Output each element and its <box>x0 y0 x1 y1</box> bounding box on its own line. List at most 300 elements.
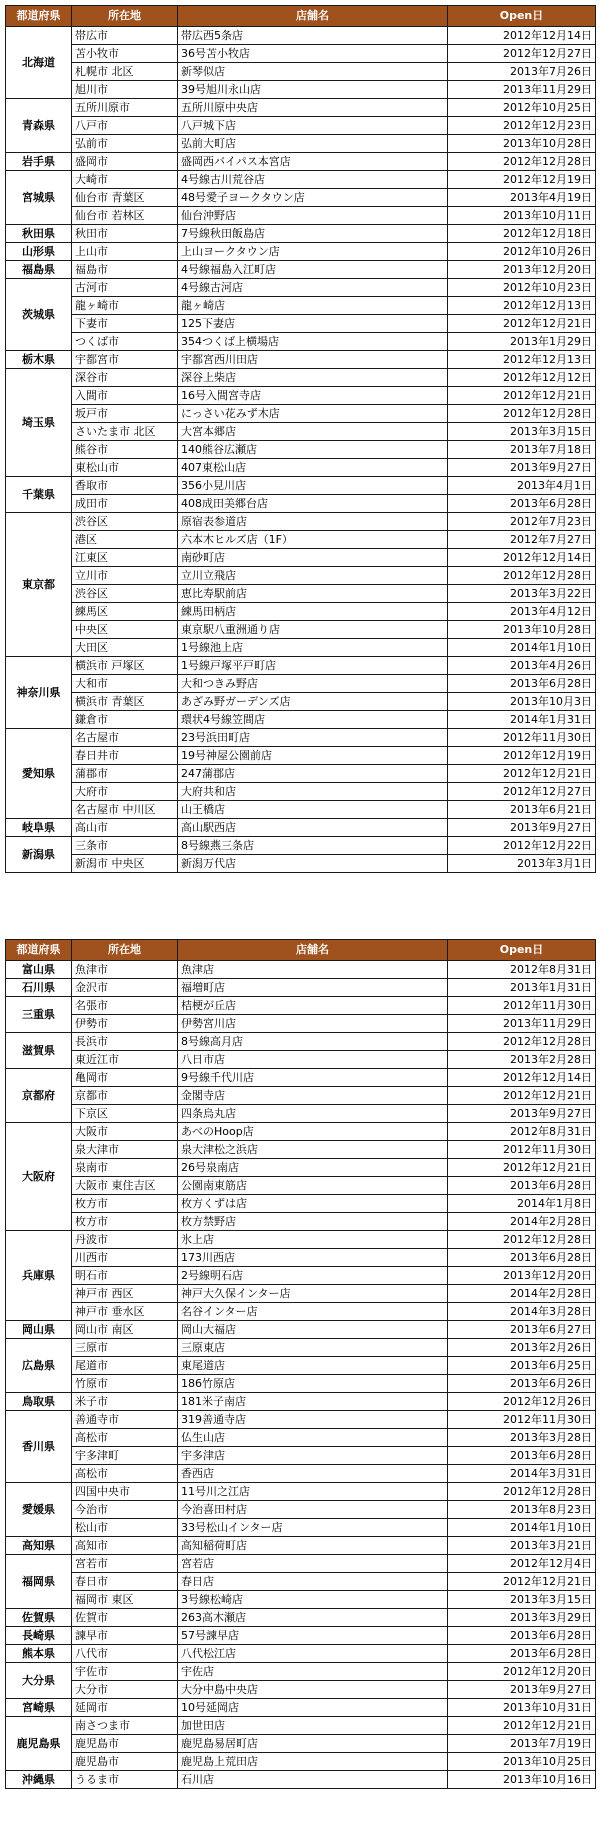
prefecture-cell: 山形県 <box>6 243 72 261</box>
table-row <box>6 189 596 207</box>
open-date-cell: 2013年10月25日 <box>448 1753 596 1771</box>
open-date-cell: 2013年6月27日 <box>448 1321 596 1339</box>
location-cell: 大田区 <box>72 639 178 657</box>
store-name-cell: 枚方くずは店 <box>178 1195 448 1213</box>
open-date-cell: 2013年4月1日 <box>448 477 596 495</box>
open-date-cell: 2012年12月14日 <box>448 1069 596 1087</box>
store-name-cell: 宇多津店 <box>178 1447 448 1465</box>
location-cell: 三条市 <box>72 837 178 855</box>
prefecture-cell: 広島県 <box>6 1339 72 1393</box>
table-row <box>6 441 596 459</box>
open-date-cell: 2013年11月29日 <box>448 81 596 99</box>
location-cell: 今治市 <box>72 1501 178 1519</box>
table-row <box>6 279 596 297</box>
header-store-name: 店舗名 <box>178 940 448 961</box>
prefecture-cell: 東京都 <box>6 513 72 657</box>
table-body-1 <box>6 27 596 873</box>
location-cell: 大阪市 <box>72 1123 178 1141</box>
prefecture-cell: 埼玉県 <box>6 369 72 477</box>
table-row <box>6 1177 596 1195</box>
table-row <box>6 1555 596 1573</box>
location-cell: 宮若市 <box>72 1555 178 1573</box>
open-date-cell: 2013年9月27日 <box>448 1681 596 1699</box>
store-name-cell: 八日市店 <box>178 1051 448 1069</box>
location-cell: 古河市 <box>72 279 178 297</box>
store-name-cell: 23号浜田町店 <box>178 729 448 747</box>
store-name-cell: 247蒲郡店 <box>178 765 448 783</box>
location-cell: 仙台市 青葉区 <box>72 189 178 207</box>
table-row <box>6 657 596 675</box>
table-row <box>6 261 596 279</box>
table-row <box>6 549 596 567</box>
prefecture-cell: 宮城県 <box>6 171 72 225</box>
open-date-cell: 2013年6月28日 <box>448 1645 596 1663</box>
table-row <box>6 1141 596 1159</box>
open-date-cell: 2013年10月11日 <box>448 207 596 225</box>
table-row <box>6 1393 596 1411</box>
open-date-cell: 2014年1月10日 <box>448 639 596 657</box>
prefecture-cell: 鹿児島県 <box>6 1717 72 1771</box>
table-row <box>6 711 596 729</box>
location-cell: 南さつま市 <box>72 1717 178 1735</box>
prefecture-cell: 沖縄県 <box>6 1771 72 1789</box>
location-cell: 竹原市 <box>72 1375 178 1393</box>
table-row <box>6 1429 596 1447</box>
prefecture-cell: 高知県 <box>6 1537 72 1555</box>
location-cell: 坂戸市 <box>72 405 178 423</box>
table-row <box>6 63 596 81</box>
store-name-cell: 金閣寺店 <box>178 1087 448 1105</box>
table-row <box>6 1303 596 1321</box>
table-row <box>6 1573 596 1591</box>
store-name-cell: 石川店 <box>178 1771 448 1789</box>
open-date-cell: 2012年12月20日 <box>448 1663 596 1681</box>
prefecture-cell: 香川県 <box>6 1411 72 1483</box>
prefecture-cell: 岐阜県 <box>6 819 72 837</box>
table-row <box>6 729 596 747</box>
store-name-cell: 186竹原店 <box>178 1375 448 1393</box>
prefecture-cell: 茨城県 <box>6 279 72 351</box>
prefecture-cell: 長崎県 <box>6 1627 72 1645</box>
location-cell: 名古屋市 中川区 <box>72 801 178 819</box>
table-row <box>6 1681 596 1699</box>
location-cell: 大府市 <box>72 783 178 801</box>
store-name-cell: 今治喜田村店 <box>178 1501 448 1519</box>
open-date-cell: 2013年7月26日 <box>448 63 596 81</box>
location-cell: 横浜市 戸塚区 <box>72 657 178 675</box>
store-name-cell: 宇佐店 <box>178 1663 448 1681</box>
table-row <box>6 979 596 997</box>
location-cell: 八代市 <box>72 1645 178 1663</box>
open-date-cell: 2012年12月13日 <box>448 297 596 315</box>
location-cell: 熊谷市 <box>72 441 178 459</box>
location-cell: 大和市 <box>72 675 178 693</box>
table-row <box>6 1339 596 1357</box>
location-cell: 泉南市 <box>72 1159 178 1177</box>
store-name-cell: 四条烏丸店 <box>178 1105 448 1123</box>
store-name-cell: 181米子南店 <box>178 1393 448 1411</box>
table-row <box>6 1627 596 1645</box>
header-open-date: Open日 <box>448 6 596 27</box>
open-date-cell: 2014年2月28日 <box>448 1285 596 1303</box>
table-row <box>6 1699 596 1717</box>
open-date-cell: 2013年10月28日 <box>448 621 596 639</box>
open-date-cell: 2013年6月28日 <box>448 495 596 513</box>
table-row <box>6 603 596 621</box>
table-row <box>6 1123 596 1141</box>
open-date-cell: 2012年11月30日 <box>448 729 596 747</box>
open-date-cell: 2013年6月21日 <box>448 801 596 819</box>
store-name-cell: 仏生山店 <box>178 1429 448 1447</box>
store-name-cell: 354つくば上横場店 <box>178 333 448 351</box>
table-row <box>6 801 596 819</box>
prefecture-cell: 滋賀県 <box>6 1033 72 1069</box>
location-cell: 弘前市 <box>72 135 178 153</box>
table-row <box>6 1285 596 1303</box>
store-name-cell: 高知稲荷町店 <box>178 1537 448 1555</box>
table-row <box>6 387 596 405</box>
location-cell: 四国中央市 <box>72 1483 178 1501</box>
open-date-cell: 2013年10月3日 <box>448 693 596 711</box>
table-row <box>6 1735 596 1753</box>
location-cell: つくば市 <box>72 333 178 351</box>
location-cell: 鹿児島市 <box>72 1735 178 1753</box>
open-date-cell: 2012年12月27日 <box>448 45 596 63</box>
table-row <box>6 315 596 333</box>
store-name-cell: 407東松山店 <box>178 459 448 477</box>
location-cell: 大阪市 東住吉区 <box>72 1177 178 1195</box>
location-cell: 魚津市 <box>72 961 178 979</box>
location-cell: 大分市 <box>72 1681 178 1699</box>
location-cell: 伊勢市 <box>72 1015 178 1033</box>
table-row <box>6 45 596 63</box>
location-cell: 枚方市 <box>72 1213 178 1231</box>
location-cell: 渋谷区 <box>72 513 178 531</box>
location-cell: 新潟市 中央区 <box>72 855 178 873</box>
table-row <box>6 1645 596 1663</box>
location-cell: 尾道市 <box>72 1357 178 1375</box>
store-name-cell: 大府共和店 <box>178 783 448 801</box>
open-date-cell: 2012年12月23日 <box>448 117 596 135</box>
store-name-cell: 408成田美郷台店 <box>178 495 448 513</box>
location-cell: 深谷市 <box>72 369 178 387</box>
store-name-cell: 新琴似店 <box>178 63 448 81</box>
open-date-cell: 2012年12月28日 <box>448 1483 596 1501</box>
open-date-cell: 2013年3月21日 <box>448 1537 596 1555</box>
open-date-cell: 2013年3月15日 <box>448 1591 596 1609</box>
table-row <box>6 1033 596 1051</box>
prefecture-cell: 青森県 <box>6 99 72 153</box>
location-cell: 名古屋市 <box>72 729 178 747</box>
open-date-cell: 2012年12月26日 <box>448 1393 596 1411</box>
table-row <box>6 1375 596 1393</box>
open-date-cell: 2013年10月28日 <box>448 135 596 153</box>
table-row <box>6 531 596 549</box>
location-cell: 三原市 <box>72 1339 178 1357</box>
location-cell: 岡山市 南区 <box>72 1321 178 1339</box>
location-cell: うるま市 <box>72 1771 178 1789</box>
store-name-cell: 9号線千代川店 <box>178 1069 448 1087</box>
location-cell: 泉大津市 <box>72 1141 178 1159</box>
prefecture-cell: 愛知県 <box>6 729 72 819</box>
location-cell: 枚方市 <box>72 1195 178 1213</box>
open-date-cell: 2013年6月28日 <box>448 675 596 693</box>
store-name-cell: 26号泉南店 <box>178 1159 448 1177</box>
prefecture-cell: 熊本県 <box>6 1645 72 1663</box>
location-cell: 香取市 <box>72 477 178 495</box>
table-row <box>6 621 596 639</box>
open-date-cell: 2012年12月27日 <box>448 783 596 801</box>
store-name-cell: 仙台沖野店 <box>178 207 448 225</box>
store-table-2 <box>5 939 596 1789</box>
open-date-cell: 2012年12月21日 <box>448 387 596 405</box>
open-date-cell: 2012年12月28日 <box>448 1231 596 1249</box>
store-name-cell: 319善通寺店 <box>178 1411 448 1429</box>
location-cell: 神戸市 西区 <box>72 1285 178 1303</box>
store-name-cell: 龍ヶ崎店 <box>178 297 448 315</box>
store-name-cell: 神戸大久保インター店 <box>178 1285 448 1303</box>
open-date-cell: 2013年1月29日 <box>448 333 596 351</box>
table-row <box>6 1591 596 1609</box>
store-name-cell: 南砂町店 <box>178 549 448 567</box>
store-name-cell: 魚津店 <box>178 961 448 979</box>
header-location: 所在地 <box>72 940 178 961</box>
open-date-cell: 2012年12月28日 <box>448 567 596 585</box>
store-name-cell: 氷上店 <box>178 1231 448 1249</box>
store-name-cell: 山王橋店 <box>178 801 448 819</box>
store-name-cell: 名谷インター店 <box>178 1303 448 1321</box>
table-row <box>6 1609 596 1627</box>
table-row <box>6 495 596 513</box>
store-name-cell: 263高木瀬店 <box>178 1609 448 1627</box>
location-cell: 横浜市 青葉区 <box>72 693 178 711</box>
store-name-cell: 11号川之江店 <box>178 1483 448 1501</box>
open-date-cell: 2012年10月26日 <box>448 243 596 261</box>
open-date-cell: 2013年11月29日 <box>448 1015 596 1033</box>
table-row <box>6 225 596 243</box>
prefecture-cell: 新潟県 <box>6 837 72 873</box>
open-date-cell: 2013年8月23日 <box>448 1501 596 1519</box>
store-name-cell: 大宮本郷店 <box>178 423 448 441</box>
table-row <box>6 1159 596 1177</box>
prefecture-cell: 千葉県 <box>6 477 72 513</box>
store-name-cell: 春日店 <box>178 1573 448 1591</box>
store-name-cell: 東尾道店 <box>178 1357 448 1375</box>
table-row <box>6 997 596 1015</box>
store-name-cell: 三原東店 <box>178 1339 448 1357</box>
store-name-cell: 恵比寿駅前店 <box>178 585 448 603</box>
open-date-cell: 2012年11月30日 <box>448 1411 596 1429</box>
open-date-cell: 2012年8月31日 <box>448 961 596 979</box>
open-date-cell: 2013年6月28日 <box>448 1249 596 1267</box>
table-row <box>6 99 596 117</box>
store-name-cell: 岡山大福店 <box>178 1321 448 1339</box>
store-name-cell: 8号線燕三条店 <box>178 837 448 855</box>
table-row <box>6 585 596 603</box>
table-row <box>6 783 596 801</box>
open-date-cell: 2012年12月4日 <box>448 1555 596 1573</box>
open-date-cell: 2012年12月14日 <box>448 549 596 567</box>
location-cell: 鎌倉市 <box>72 711 178 729</box>
open-date-cell: 2013年3月22日 <box>448 585 596 603</box>
open-date-cell: 2013年7月19日 <box>448 1735 596 1753</box>
open-date-cell: 2012年12月21日 <box>448 1087 596 1105</box>
prefecture-cell: 福岡県 <box>6 1555 72 1609</box>
location-cell: 宇多津町 <box>72 1447 178 1465</box>
header-open-date: Open日 <box>448 940 596 961</box>
open-date-cell: 2013年12月20日 <box>448 1267 596 1285</box>
prefecture-cell: 北海道 <box>6 27 72 99</box>
table-row <box>6 693 596 711</box>
location-cell: 福岡市 東区 <box>72 1591 178 1609</box>
store-name-cell: 五所川原中央店 <box>178 99 448 117</box>
open-date-cell: 2012年10月23日 <box>448 279 596 297</box>
open-date-cell: 2014年3月31日 <box>448 1465 596 1483</box>
open-date-cell: 2013年6月26日 <box>448 1375 596 1393</box>
store-name-cell: 盛岡西バイパス本宮店 <box>178 153 448 171</box>
table-row <box>6 1411 596 1429</box>
location-cell: 高松市 <box>72 1465 178 1483</box>
table-row <box>6 117 596 135</box>
location-cell: 高知市 <box>72 1537 178 1555</box>
store-name-cell: 3号線松崎店 <box>178 1591 448 1609</box>
location-cell: 長浜市 <box>72 1033 178 1051</box>
store-name-cell: 16号入間宮寺店 <box>178 387 448 405</box>
table-row <box>6 1105 596 1123</box>
location-cell: 大崎市 <box>72 171 178 189</box>
open-date-cell: 2012年12月19日 <box>448 747 596 765</box>
location-cell: 龍ヶ崎市 <box>72 297 178 315</box>
store-name-cell: 19号神屋公園前店 <box>178 747 448 765</box>
location-cell: 旭川市 <box>72 81 178 99</box>
prefecture-cell: 岩手県 <box>6 153 72 171</box>
location-cell: 練馬区 <box>72 603 178 621</box>
table-row <box>6 1249 596 1267</box>
table-row <box>6 1447 596 1465</box>
open-date-cell: 2012年12月22日 <box>448 837 596 855</box>
table-row <box>6 297 596 315</box>
table-row <box>6 1195 596 1213</box>
store-name-cell: 39号旭川永山店 <box>178 81 448 99</box>
location-cell: 諫早市 <box>72 1627 178 1645</box>
store-name-cell: 4号線古川荒谷店 <box>178 171 448 189</box>
table-header-row <box>6 940 596 961</box>
table-row <box>6 423 596 441</box>
table-row <box>6 135 596 153</box>
table-row <box>6 459 596 477</box>
prefecture-cell: 鳥取県 <box>6 1393 72 1411</box>
open-date-cell: 2013年6月28日 <box>448 1177 596 1195</box>
open-date-cell: 2013年9月27日 <box>448 459 596 477</box>
open-date-cell: 2012年12月21日 <box>448 1159 596 1177</box>
open-date-cell: 2013年10月31日 <box>448 1699 596 1717</box>
store-name-cell: 48号愛子ヨークタウン店 <box>178 189 448 207</box>
table-row <box>6 1015 596 1033</box>
prefecture-cell: 大分県 <box>6 1663 72 1699</box>
open-date-cell: 2012年12月18日 <box>448 225 596 243</box>
store-name-cell: 六本木ヒルズ店（1F） <box>178 531 448 549</box>
store-name-cell: 伊勢宮川店 <box>178 1015 448 1033</box>
prefecture-cell: 栃木県 <box>6 351 72 369</box>
location-cell: 春日井市 <box>72 747 178 765</box>
location-cell: 入間市 <box>72 387 178 405</box>
open-date-cell: 2012年12月28日 <box>448 405 596 423</box>
store-name-cell: 帯広西5条店 <box>178 27 448 45</box>
open-date-cell: 2013年7月18日 <box>448 441 596 459</box>
table-row <box>6 1537 596 1555</box>
header-prefecture: 都道府県 <box>6 940 72 961</box>
location-cell: 上山市 <box>72 243 178 261</box>
table-row <box>6 369 596 387</box>
location-cell: 秋田市 <box>72 225 178 243</box>
prefecture-cell: 秋田県 <box>6 225 72 243</box>
location-cell: 川西市 <box>72 1249 178 1267</box>
store-name-cell: 八代松江店 <box>178 1645 448 1663</box>
table-header-row <box>6 6 596 27</box>
open-date-cell: 2013年3月15日 <box>448 423 596 441</box>
table-row <box>6 747 596 765</box>
store-name-cell: 宮若店 <box>178 1555 448 1573</box>
table-row <box>6 171 596 189</box>
location-cell: 江東区 <box>72 549 178 567</box>
store-name-cell: 加世田店 <box>178 1717 448 1735</box>
store-name-cell: 大和つきみ野店 <box>178 675 448 693</box>
open-date-cell: 2012年12月21日 <box>448 1717 596 1735</box>
store-name-cell: 36号苫小牧店 <box>178 45 448 63</box>
location-cell: 下妻市 <box>72 315 178 333</box>
open-date-cell: 2012年11月30日 <box>448 997 596 1015</box>
store-name-cell: 8号線高月店 <box>178 1033 448 1051</box>
table-row <box>6 855 596 873</box>
store-name-cell: にっさい花みず木店 <box>178 405 448 423</box>
open-date-cell: 2013年9月27日 <box>448 819 596 837</box>
location-cell: 延岡市 <box>72 1699 178 1717</box>
open-date-cell: 2013年4月26日 <box>448 657 596 675</box>
store-name-cell: あべのHoop店 <box>178 1123 448 1141</box>
open-date-cell: 2013年6月25日 <box>448 1357 596 1375</box>
open-date-cell: 2012年12月12日 <box>448 369 596 387</box>
open-date-cell: 2012年11月30日 <box>448 1141 596 1159</box>
prefecture-cell: 兵庫県 <box>6 1231 72 1321</box>
table-row <box>6 1465 596 1483</box>
open-date-cell: 2013年3月29日 <box>448 1609 596 1627</box>
store-name-cell: 4号線古河店 <box>178 279 448 297</box>
prefecture-cell: 富山県 <box>6 961 72 979</box>
store-name-cell: 香西店 <box>178 1465 448 1483</box>
location-cell: 苫小牧市 <box>72 45 178 63</box>
location-cell: 佐賀市 <box>72 1609 178 1627</box>
table-row <box>6 1717 596 1735</box>
store-name-cell: 八戸城下店 <box>178 117 448 135</box>
location-cell: 明石市 <box>72 1267 178 1285</box>
table-row <box>6 1771 596 1789</box>
open-date-cell: 2013年4月12日 <box>448 603 596 621</box>
prefecture-cell: 石川県 <box>6 979 72 997</box>
table-row <box>6 405 596 423</box>
store-name-cell: 鹿児島易居町店 <box>178 1735 448 1753</box>
table-row <box>6 1087 596 1105</box>
table-row <box>6 1267 596 1285</box>
store-name-cell: 10号延岡店 <box>178 1699 448 1717</box>
table-row <box>6 837 596 855</box>
open-date-cell: 2012年12月13日 <box>448 351 596 369</box>
store-name-cell: 33号松山インター店 <box>178 1519 448 1537</box>
open-date-cell: 2012年7月23日 <box>448 513 596 531</box>
store-name-cell: 上山ヨークタウン店 <box>178 243 448 261</box>
open-date-cell: 2014年1月8日 <box>448 1195 596 1213</box>
open-date-cell: 2012年12月28日 <box>448 153 596 171</box>
open-date-cell: 2013年2月28日 <box>448 1051 596 1069</box>
